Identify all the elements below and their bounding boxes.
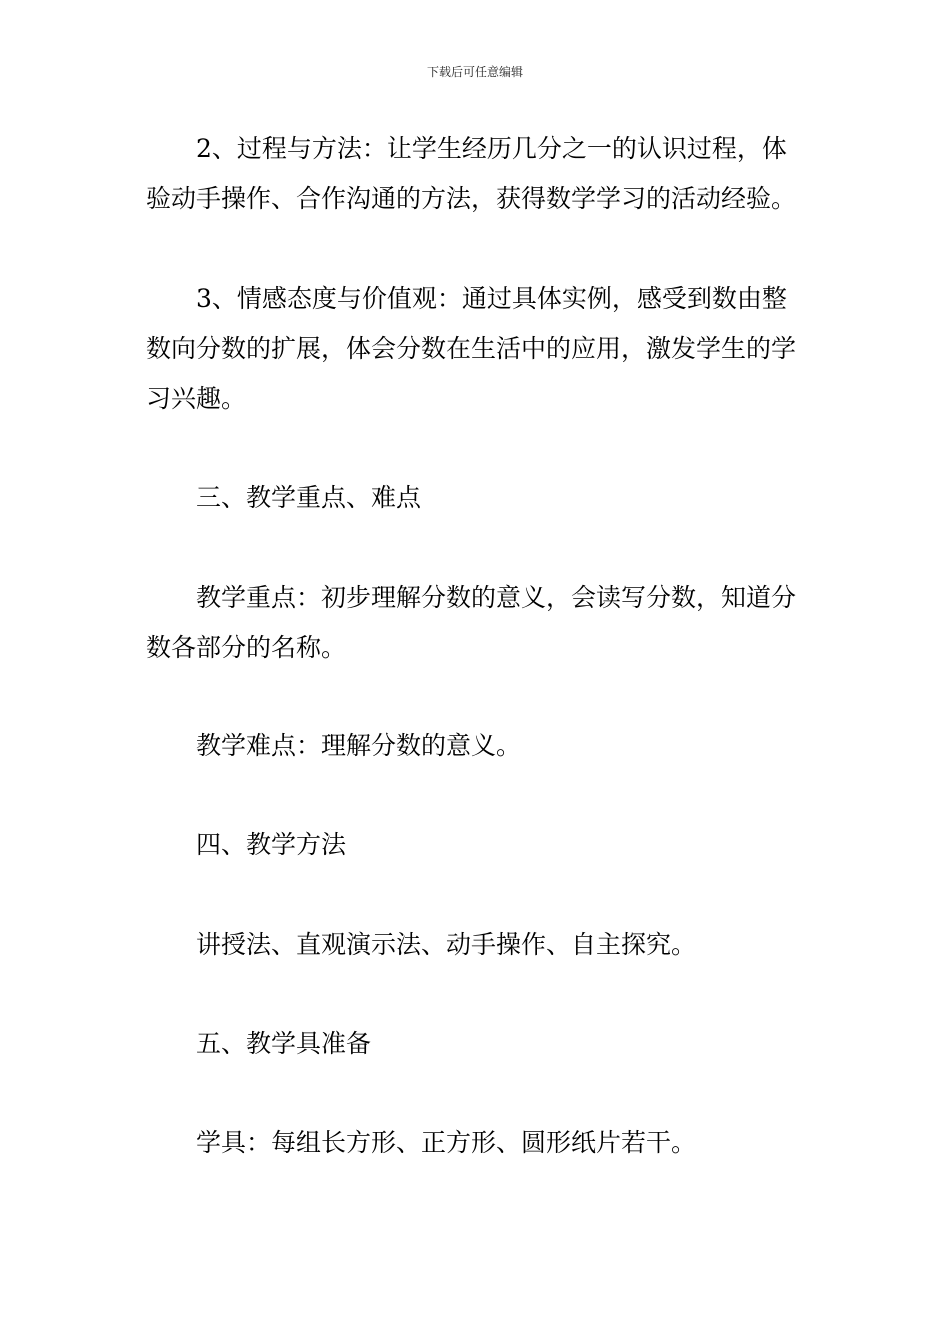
paragraph-difficult-point: 教学难点：理解分数的意义。 bbox=[196, 731, 522, 760]
page-header: 下载后可任意编辑 bbox=[426, 65, 523, 79]
paragraph-key-point: 教学重点：初步理解分数的意义，会读写分数，知道分数各部分的名称。 bbox=[146, 583, 797, 662]
paragraph-methods: 讲授法、直观演示法、动手操作、自主探究。 bbox=[196, 930, 697, 959]
section-heading-methods: 四、教学方法 bbox=[196, 830, 347, 859]
paragraph-process-method: 2、过程与方法：让学生经历几分之一的认识过程，体验动手操作、合作沟通的方法，获得数学学习的活动经验。 bbox=[146, 134, 797, 213]
section-heading-key-points: 三、教学重点、难点 bbox=[196, 483, 422, 512]
paragraph-materials: 学具：每组长方形、正方形、圆形纸片若干。 bbox=[196, 1128, 697, 1157]
section-heading-materials: 五、教学具准备 bbox=[196, 1029, 372, 1058]
paragraph-attitude-values: 3、情感态度与价值观：通过具体实例，感受到数由整数向分数的扩展，体会分数在生活中的应用，激发学生的学习兴趣。 bbox=[146, 284, 797, 413]
